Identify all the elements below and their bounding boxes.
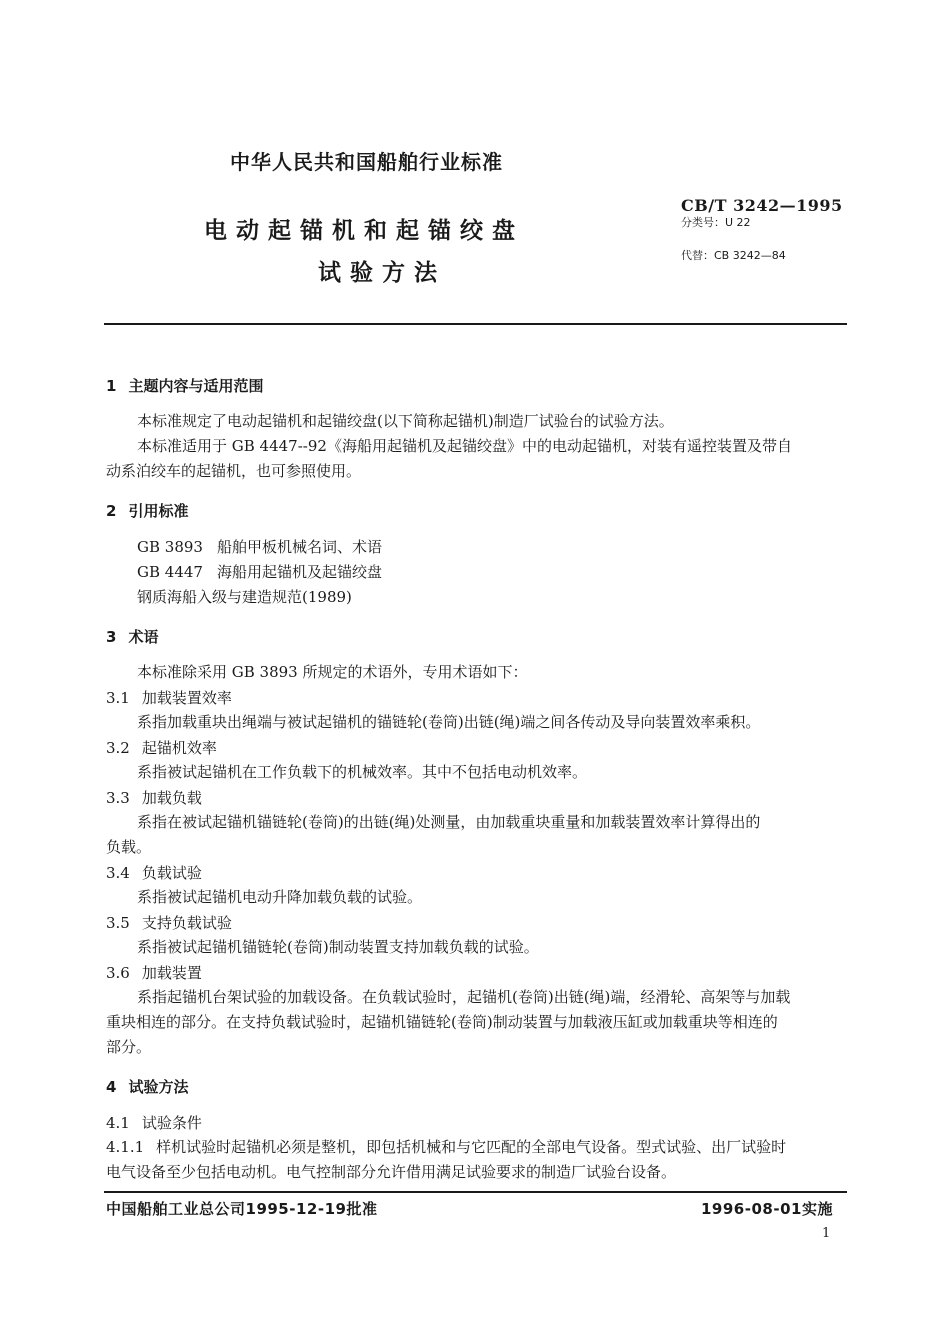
term-number: 3.2 <box>106 739 130 757</box>
replaces-standard: 代替：CB 3242—84 <box>681 249 786 262</box>
term-3-3-heading <box>106 787 202 808</box>
page-number: 1 <box>822 1226 831 1241</box>
section-1-title: 主题内容与适用范围 <box>128 377 264 395</box>
section-2-number: 2 <box>106 502 117 520</box>
section-1-number: 1 <box>106 377 117 395</box>
term-3-6-definition-line-2: 重块相连的部分。在支持负载试验时，起锚机锚链轮(卷筒)制动装置与加载液压缸或加载重块等相连的 <box>106 1013 778 1031</box>
term-3-4-definition: 系指被试起锚机电动升降加载负载的试验。 <box>137 888 423 906</box>
document-title-line2: 试验方法 <box>318 260 446 286</box>
section-2-title: 引用标准 <box>128 502 189 520</box>
term-number: 3.6 <box>106 964 130 982</box>
term-3-4-heading <box>106 862 202 883</box>
term-title: 加载负载 <box>141 789 202 807</box>
term-number: 3.1 <box>106 689 130 707</box>
reference-3 <box>137 587 352 607</box>
section-3-number: 3 <box>106 628 117 646</box>
term-title: 负载试验 <box>141 864 202 882</box>
term-3-3-definition-line-2: 负载。 <box>106 838 152 856</box>
term-3-6-definition-line-3: 部分。 <box>106 1038 152 1056</box>
header-divider <box>104 323 847 325</box>
subsection-number: 4.1 <box>106 1114 130 1132</box>
section-3-heading <box>106 626 158 647</box>
subsection-4-1-heading <box>106 1112 202 1133</box>
clause-number: 4.1.1 <box>106 1138 145 1156</box>
section-4-heading <box>106 1076 188 1097</box>
section-2-heading <box>106 500 188 521</box>
term-3-1-definition: 系指加载重块出绳端与被试起锚机的锚链轮(卷筒)出链(绳)端之间各传动及导向装置效率乘积。 <box>137 713 761 731</box>
clause-text: 样机试验时起锚机必须是整机，即包括机械和与它匹配的全部电气设备。型式试验、出厂试验时 <box>156 1138 787 1156</box>
section-1-para-2-line-2: 动系泊绞车的起锚机，也可参照使用。 <box>106 462 362 480</box>
reference-code: GB 3893 <box>137 538 203 556</box>
section-3-title: 术语 <box>128 628 159 646</box>
classification-number: 分类号：U 22 <box>681 216 751 229</box>
clause-4-1-1-line-1 <box>106 1137 786 1157</box>
term-title: 加载装置效率 <box>141 689 232 707</box>
section-4-title: 试验方法 <box>128 1078 189 1096</box>
term-title: 加载装置 <box>141 964 202 982</box>
term-3-3-definition-line-1: 系指在被试起锚机锚链轮(卷筒)的出链(绳)处测量，由加载重块重量和加载装置效率计算得出的 <box>137 813 761 831</box>
term-number: 3.3 <box>106 789 130 807</box>
reference-1 <box>137 537 382 557</box>
reference-code: GB 4447 <box>137 563 203 581</box>
section-4-number: 4 <box>106 1078 117 1096</box>
term-3-6-definition-line-1: 系指起锚机台架试验的加载设备。在负载试验时，起锚机(卷筒)出链(绳)端，经滑轮、高架等与加载 <box>137 988 791 1006</box>
section-1-heading <box>106 375 263 396</box>
term-3-6-heading <box>106 962 202 983</box>
reference-name: 钢质海船入级与建造规范(1989) <box>137 588 352 606</box>
term-number: 3.5 <box>106 914 130 932</box>
term-3-5-definition: 系指被试起锚机锚链轮(卷筒)制动装置支持加载负载的试验。 <box>137 938 539 956</box>
term-3-2-definition: 系指被试起锚机在工作负载下的机械效率。其中不包括电动机效率。 <box>137 763 588 781</box>
reference-2 <box>137 562 382 582</box>
clause-4-1-1-line-2: 电气设备至少包括电动机。电气控制部分允许借用满足试验要求的制造厂试验台设备。 <box>106 1163 677 1181</box>
footer-divider <box>104 1191 847 1193</box>
term-number: 3.4 <box>106 864 130 882</box>
section-1-para-2-line-1: 本标准适用于 GB 4447--92《海船用起锚机及起锚绞盘》中的电动起锚机，对装有遥控装置及带自 <box>137 437 792 455</box>
term-3-2-heading <box>106 737 217 758</box>
term-title: 起锚机效率 <box>141 739 217 757</box>
reference-name: 海船用起锚机及起锚绞盘 <box>217 563 383 581</box>
subsection-title: 试验条件 <box>141 1114 202 1132</box>
approval-statement: 中国船舶工业总公司1995-12-19批准 <box>106 1200 378 1218</box>
section-3-intro: 本标准除采用 GB 3893 所规定的术语外，专用术语如下： <box>137 663 528 681</box>
standard-code: CB/T 3242—1995 <box>681 196 843 215</box>
term-3-5-heading <box>106 912 232 933</box>
term-title: 支持负载试验 <box>141 914 232 932</box>
document-title-line1: 电动起锚机和起锚绞盘 <box>204 218 524 244</box>
reference-name: 船舶甲板机械名词、术语 <box>217 538 383 556</box>
issuing-authority: 中华人民共和国船舶行业标准 <box>230 150 503 174</box>
effective-date: 1996-08-01实施 <box>701 1200 833 1218</box>
section-1-para-1: 本标准规定了电动起锚机和起锚绞盘(以下简称起锚机)制造厂试验台的试验方法。 <box>137 412 674 430</box>
term-3-1-heading <box>106 687 232 708</box>
